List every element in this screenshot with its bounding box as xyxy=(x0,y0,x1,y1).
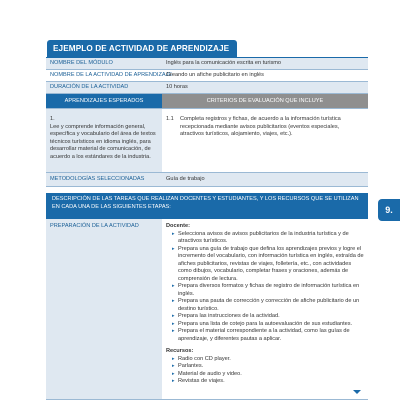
list-item: ▸ Revistas de viajes. xyxy=(172,378,364,386)
preparacion-label: PREPARACIÓN DE LA ACTIVIDAD xyxy=(46,219,162,400)
continue-arrow-icon xyxy=(353,390,361,394)
description-band-row xyxy=(46,193,368,219)
list-item: ▸ Radio con CD player. xyxy=(172,356,364,364)
table-row xyxy=(46,173,368,187)
header-criterios: CRITERIOS DE EVALUACIÓN QUE INCLUYE xyxy=(162,94,368,109)
document-title: EJEMPLO DE ACTIVIDAD DE APRENDIZAJE xyxy=(47,40,237,57)
list-item: ▸ Prepara una lista de cotejo para la autoevaluación de sus estudiantes. xyxy=(172,321,364,329)
description-band: DESCRIPCIÓN DE LAS TAREAS QUE REALIZAN DOCENTES Y ESTUDIANTES, Y LOS RECURSOS QUE SE UTILIZAN EN CADA UNA DE LAS SIGUIENTES ETAPAS: xyxy=(46,193,368,219)
document-sheet xyxy=(46,0,368,400)
row-label: DURACIÓN DE LA ACTIVIDAD xyxy=(46,82,162,94)
activity-table-frame xyxy=(46,57,368,401)
docente-title: Docente: xyxy=(166,223,190,229)
table-row xyxy=(46,70,368,82)
row-value: Creando un afiche publicitario en inglés xyxy=(162,70,368,82)
aprendizaje-text: Lee y comprende información general, específica y vocabulario del área de textos técnicos turísticos en idioma inglés, para desarrollar material de comunicación, de acuerdo a los estándares de la industria. xyxy=(50,123,156,160)
chapter-tab: 9. xyxy=(378,199,400,221)
table-row xyxy=(46,82,368,94)
table-row xyxy=(46,219,368,400)
preparacion-content xyxy=(162,219,368,400)
criterio-number: 1.1 xyxy=(166,116,174,122)
list-item: ▸ Prepara una guía de trabajo que defina los aprendizajes previos y logre el incremento del vocabulario, con información turística en inglés, extraída de afiches publicitarios, revistas de viajes, folletería, etc., con actividades como dibujos, vocabulario, completar frases y oraciones, además de comprensión de lectura. xyxy=(172,246,364,284)
recursos-list xyxy=(166,356,364,386)
list-item: ▸ Prepara el material correspondiente a la actividad, como las guías de aprendizaje, y diferentes pautas a aplicar. xyxy=(172,328,364,343)
row-value: Inglés para la comunicación escrita en turismo xyxy=(162,58,368,70)
table-header-row xyxy=(46,94,368,109)
list-item: ▸ Prepara las instrucciones de la actividad. xyxy=(172,313,364,321)
metodologias-label: METODOLOGÍAS SELECCIONADAS xyxy=(46,173,162,187)
recursos-title: Recursos: xyxy=(166,348,194,354)
criterio-cell xyxy=(162,109,368,173)
table-row xyxy=(46,58,368,70)
metodologias-value: Guía de trabajo xyxy=(162,173,368,187)
table-row xyxy=(46,109,368,173)
header-aprendizajes: APRENDIZAJES ESPERADOS xyxy=(46,94,162,109)
list-item: ▸ Parlantes. xyxy=(172,363,364,371)
list-item: ▸ Prepara diversos formatos y fichas de registro de información turística en inglés. xyxy=(172,283,364,298)
aprendizaje-number: 1. xyxy=(50,116,55,122)
list-item: ▸ Prepara una pauta de corrección y corrección de afiche publicitario de un destino turístico. xyxy=(172,298,364,313)
list-item: ▸ Material de audio y video. xyxy=(172,371,364,379)
docente-list xyxy=(166,231,364,344)
row-label: NOMBRE DE LA ACTIVIDAD DE APRENDIZAJE xyxy=(46,70,162,82)
aprendizaje-cell xyxy=(46,109,162,173)
row-label: NOMBRE DEL MÓDULO xyxy=(46,58,162,70)
activity-table xyxy=(46,58,368,400)
list-item: ▸ Selecciona avisos de avisos publicitarios de la industria turística y de atractivos turísticos. xyxy=(172,231,364,246)
row-value: 10 horas xyxy=(162,82,368,94)
criterio-text: Completa registros y fichas, de acuerdo a la información turística recepcionada mediante avisos publicitarios (eventos especiales, atractivos turísticos, alojamiento, viajes, etc.). xyxy=(180,116,341,137)
